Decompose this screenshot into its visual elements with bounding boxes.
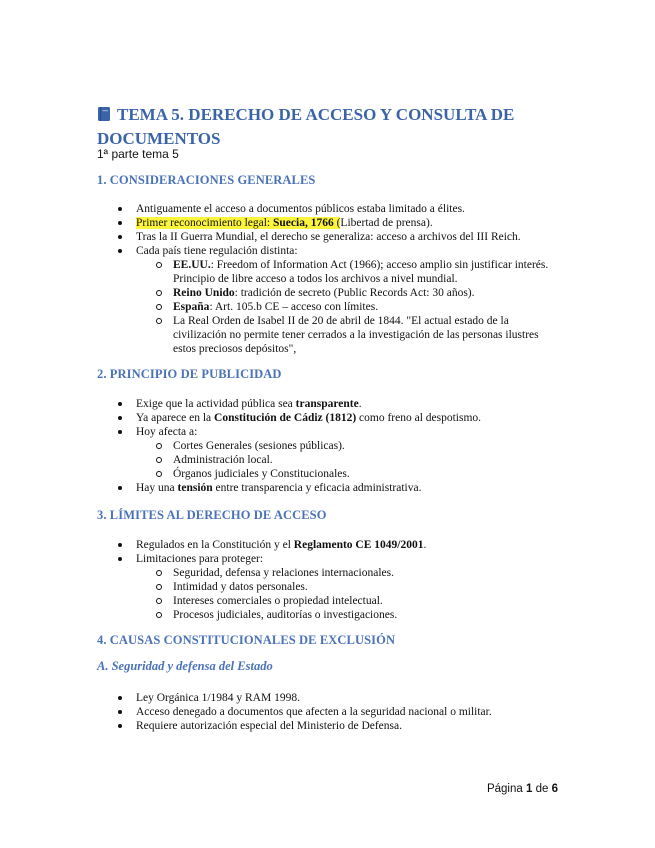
list-item: Ley Orgánica 1/1984 y RAM 1998. — [0, 691, 556, 705]
sub-list-item: EE.UU.: Freedom of Information Act (1966); acceso amplio sin justificar interés. Principio de libre acceso a todos los archivos a nivel mundial. — [136, 258, 558, 286]
section-heading-3: 3. LÍMITES AL DERECHO DE ACCESO — [97, 508, 327, 522]
list-item: Requiere autorización especial del Ministerio de Defensa. — [0, 719, 556, 733]
list-item: Primer reconocimiento legal: Suecia, 1766 (Libertad de prensa). — [0, 216, 556, 230]
sub-list — [136, 566, 556, 622]
page-number: Página 1 de 6 — [486, 783, 558, 795]
section-heading-4: 4. CAUSAS CONSTITUCIONALES DE EXCLUSIÓN — [97, 633, 396, 647]
subsection-heading: A. Seguridad y defensa del Estado — [97, 659, 273, 673]
section-3-list — [0, 538, 556, 622]
sub-list-item: Intereses comerciales o propiedad intelectual. — [136, 594, 558, 608]
list-item: Exige que la actividad pública sea transparente. — [0, 397, 556, 411]
list-item: Tras la II Guerra Mundial, el derecho se generaliza: acceso a archivos del III Reich. — [0, 230, 556, 244]
list-item: Antiguamente el acceso a documentos públicos estaba limitado a élites. — [0, 202, 556, 216]
sub-list-item: Reino Unido: tradición de secreto (Public Records Act: 30 años). — [136, 286, 558, 300]
sub-list-item: Intimidad y datos personales. — [136, 580, 558, 594]
sub-list — [136, 439, 556, 481]
sub-list-item: Procesos judiciales, auditorías o investigaciones. — [136, 608, 558, 622]
list-item: Ya aparece en la Constitución de Cádiz (1812) como freno al despotismo. — [0, 411, 556, 425]
sub-list-item: Cortes Generales (sesiones públicas). — [136, 439, 558, 453]
section-4-list — [0, 691, 556, 733]
page-title-text: TEMA 5. DERECHO DE ACCESO Y CONSULTA DE DOCUMENTOS — [97, 105, 515, 148]
page-subtitle: 1ª parte tema 5 — [97, 147, 179, 161]
sub-list-item: España: Art. 105.b CE – acceso con límites. — [136, 300, 558, 314]
list-item: Hoy afecta a: Cortes Generales (sesiones públicas). Administración local. Órganos judiciales y Constitucionales. — [0, 425, 556, 481]
book-icon — [97, 106, 111, 122]
sub-list-item: La Real Orden de Isabel II de 20 de abril de 1844. "El actual estado de la civilización no permite tener cerrados a la investigación de las personas ilustres estos preciosos depósitos", — [136, 314, 558, 356]
list-item: Regulados en la Constitución y el Reglamento CE 1049/2001. — [0, 538, 556, 552]
sub-list-item: Seguridad, defensa y relaciones internacionales. — [136, 566, 558, 580]
sub-list-item: Órganos judiciales y Constitucionales. — [136, 467, 558, 481]
section-2-list — [0, 397, 556, 495]
highlighted-text: Primer reconocimiento legal: Suecia, 1766 ( — [136, 217, 341, 229]
page-title — [97, 103, 537, 151]
list-item: Acceso denegado a documentos que afecten a la seguridad nacional o militar. — [0, 705, 556, 719]
sub-list — [136, 258, 556, 356]
list-item: Limitaciones para proteger: Seguridad, defensa y relaciones internacionales. Intimidad y datos personales. Intereses comerciales o propiedad intelectual. Procesos judiciales, auditorías o investigaciones. — [0, 552, 556, 622]
list-item: Cada país tiene regulación distinta: EE.UU.: Freedom of Information Act (1966); acceso amplio sin justificar interés. Principio de libre acceso a todos los archivos a nivel mundial. Reino Unido: tradición de secreto (Public Records Act: 30 años). España: Art. 105.b CE – acceso con límites. La Real Orden de Isabel II de 20 de abril de 1844. "El actual estado de la civilización no permite tener cerrados a la investigación de las personas ilustres estos preciosos depósitos", — [0, 244, 556, 356]
section-1-list — [0, 202, 556, 356]
section-heading-1: 1. CONSIDERACIONES GENERALES — [97, 173, 316, 187]
list-item: Hay una tensión entre transparencia y eficacia administrativa. — [0, 481, 556, 495]
sub-list-item: Administración local. — [136, 453, 558, 467]
section-heading-2: 2. PRINCIPIO DE PUBLICIDAD — [97, 367, 282, 381]
